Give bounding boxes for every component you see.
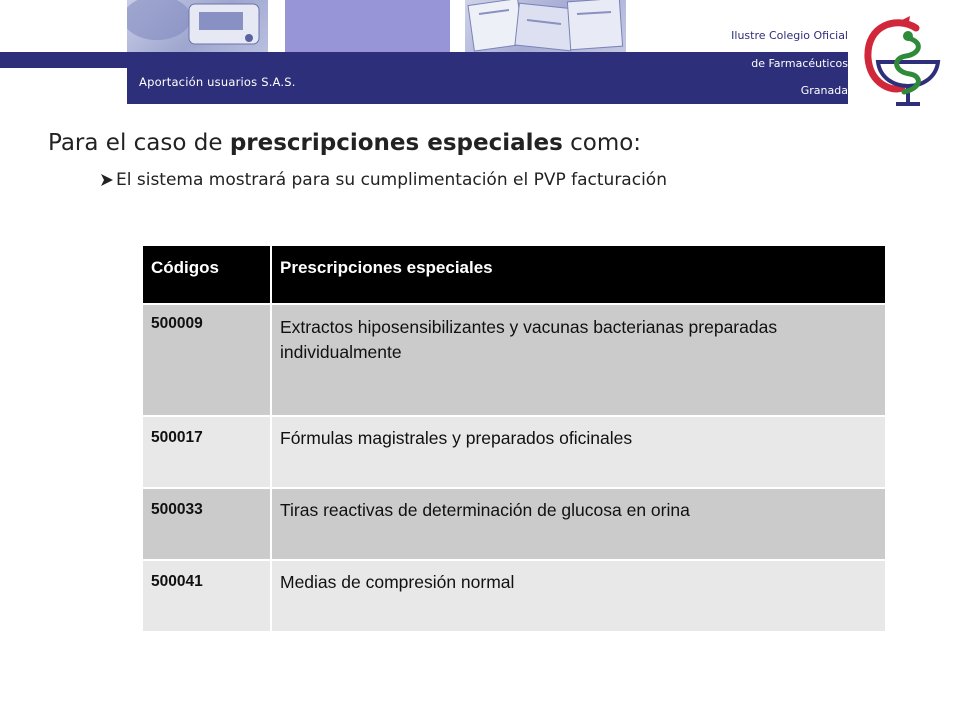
- heading-emphasis: prescripciones especiales: [229, 130, 563, 156]
- header-prescriptions: Prescripciones especiales: [271, 246, 885, 304]
- table-row: [143, 560, 885, 631]
- heading-prefix: Para el caso de: [48, 130, 230, 156]
- row-code: 500033: [143, 488, 271, 560]
- header-subtitle: Aportación usuarios S.A.S.: [139, 75, 296, 89]
- bullet-text: El sistema mostrará para su cumplimentación el PVP facturación: [116, 170, 667, 190]
- header-photo-documents: [465, 0, 626, 52]
- header-photo-device: [127, 0, 268, 52]
- row-code: 500041: [143, 560, 271, 631]
- header-color-block: [285, 0, 450, 52]
- row-code: 500009: [143, 304, 271, 416]
- row-description: Medias de compresión normal: [271, 560, 885, 631]
- college-name-line-2: de Farmacéuticos: [751, 57, 848, 70]
- arrow-bullet-icon: [100, 173, 114, 187]
- row-description: Fórmulas magistrales y preparados oficinales: [271, 416, 885, 488]
- pharmacy-logo-icon: [858, 14, 950, 110]
- row-code: 500017: [143, 416, 271, 488]
- header-band-left: [0, 52, 127, 68]
- college-name-line-1: Ilustre Colegio Oficial: [731, 29, 848, 42]
- heading-suffix: como:: [562, 130, 642, 156]
- row-description: Extractos hiposensibilizantes y vacunas bacterianas preparadas individualmente: [271, 304, 885, 416]
- table-row: [143, 416, 885, 488]
- table-header-row: [143, 246, 885, 304]
- table-row: [143, 488, 885, 560]
- page-heading: [48, 130, 641, 156]
- college-name-line-3: Granada: [800, 84, 848, 97]
- bullet-item: [100, 170, 667, 190]
- table-row: [143, 304, 885, 416]
- row-description: Tiras reactivas de determinación de glucosa en orina: [271, 488, 885, 560]
- header-codes: Códigos: [143, 246, 271, 304]
- special-prescriptions-table: [143, 246, 885, 631]
